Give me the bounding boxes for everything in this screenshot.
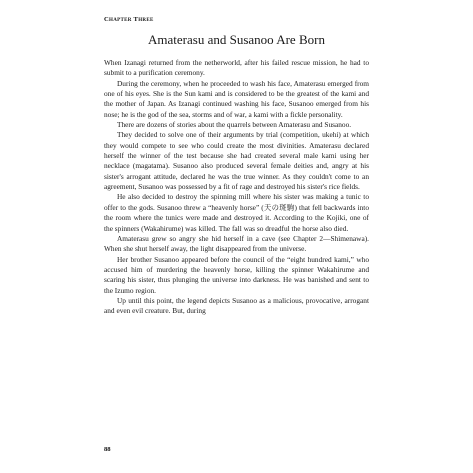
paragraph: There are dozens of stories about the quarrels between Amaterasu and Susanoo. xyxy=(117,120,352,130)
section-title: Amaterasu and Susanoo Are Born xyxy=(148,32,325,47)
page-number: 88 xyxy=(104,446,111,453)
paragraph: Up until this point, the legend depicts Susanoo as a malicious, provocative, arrogant and even evil creature. But, during xyxy=(104,295,369,316)
paragraph: They decided to solve one of their arguments by trial (competition, ukehi) at which they would compete to see who could create the most divinities. Amaterasu declared herself the winner of the test because she had created several male kami using her necklace (magatama). Susanoo also produced several female deities and, angry at his sister's arrogant attitude, declared he was the true winner. As they couldn't come to an agreement, Susanoo was possessed by a fit of rage and destroyed his sister's rice fields. xyxy=(104,130,369,192)
paragraph: Her brother Susanoo appeared before the council of the “eight hundred kami,” who accused him of murdering the heavenly horse, killing the spinner Wakahirume and scaring his sister, thus plunging the universe into darkness. He was banished and sent to the Izumo region. xyxy=(104,254,369,295)
paragraph: He also decided to destroy the spinning mill where his sister was making a tunic to offer to the gods. Susanoo threw a “heavenly horse” (天の斑駒) that fell backwards into the room where the tunics were made and destroyed it. According to the Kojiki, one of the spinners (Wakahirume) was killed. The fall was so dreadful the horse also died. xyxy=(104,192,369,233)
paragraph: When Izanagi returned from the netherworld, after his failed rescue mission, he had to submit to a purification ceremony. xyxy=(104,58,369,78)
running-head: Chapter Three xyxy=(104,16,154,23)
paragraph: Amaterasu grew so angry she hid herself in a cave (see Chapter 2—Shimenawa). When she shut herself away, the light disappeared from the universe. xyxy=(104,233,369,254)
paragraph: During the ceremony, when he proceeded to wash his face, Amaterasu emerged from one of his eyes. She is the Sun kami and is considered to be the greatest of the kami and the mother of Japan. As Izanagi continued washing his face, Susanoo emerged from his nose; he is the god of the sea, storms and of war, a kami with a fickle personality. xyxy=(104,78,369,119)
body-text xyxy=(104,58,369,317)
